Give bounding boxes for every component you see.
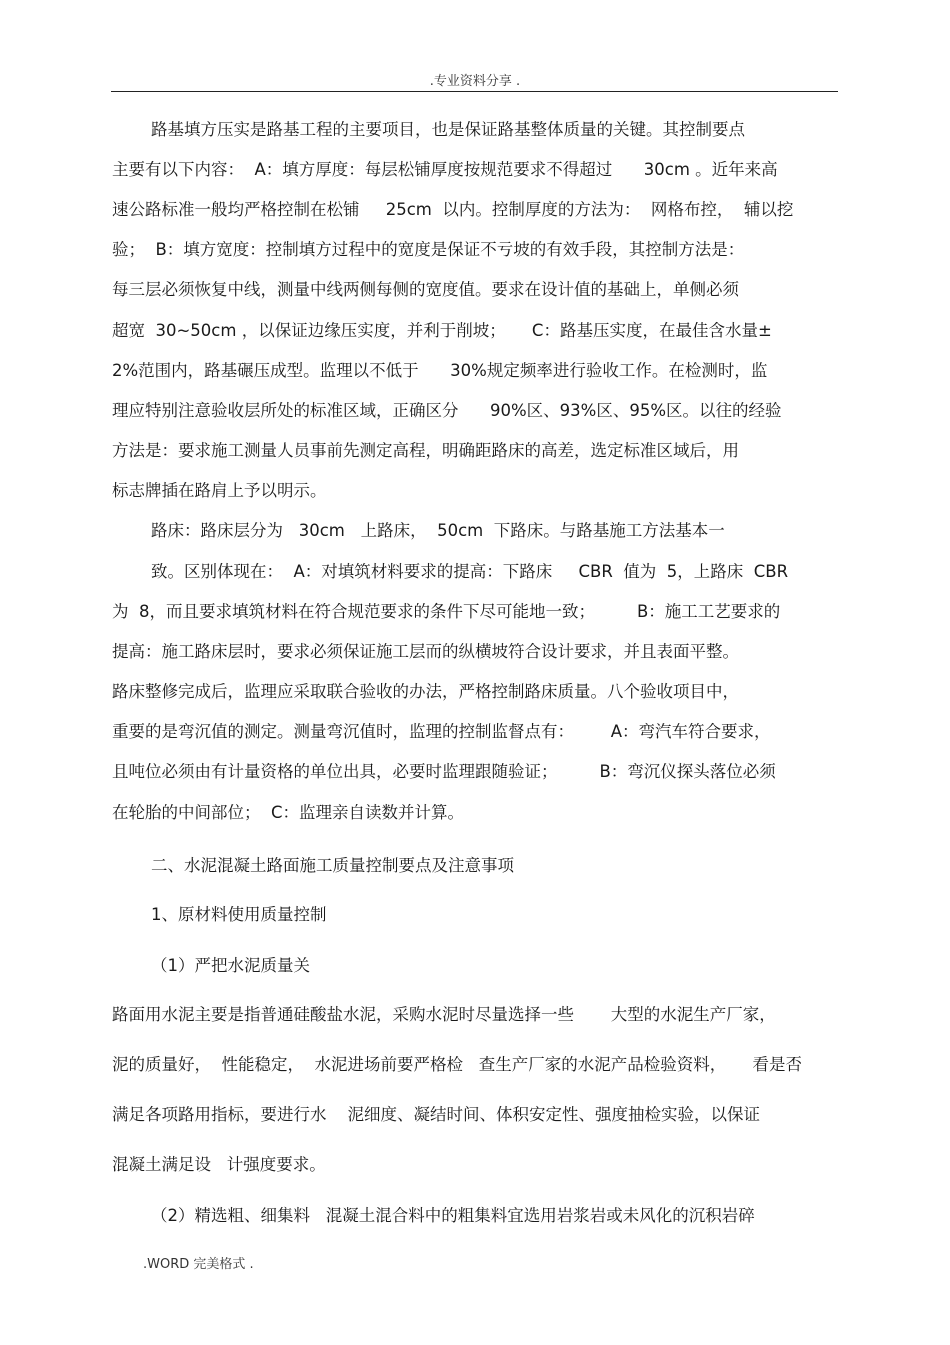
paragraph-line: 理应特别注意验收层所处的标准区域，正确区分 90%区、93%区、95%区。以往的经验 — [112, 401, 782, 420]
paragraph-line: 在轮胎的中间部位； C：监理亲自读数并计算。 — [112, 803, 465, 822]
page-header: .专业资料分享 . — [429, 74, 521, 89]
paragraph-line: 路床：路床层分为 30cm 上路床， 50cm 下路床。与路基施工方法基本一 — [151, 521, 725, 540]
paragraph-line: 重要的是弯沉值的测定。测量弯沉值时，监理的控制监督点有： A：弯汽车符合要求， — [112, 722, 771, 741]
paragraph-line: 路面用水泥主要是指普通硅酸盐水泥，采购水泥时尽量选择一些 大型的水泥生产厂家， — [112, 1005, 776, 1024]
section-heading: 二、水泥混凝土路面施工质量控制要点及注意事项 — [151, 856, 514, 875]
paragraph-line: 速公路标准一般均严格控制在松铺 25cm 以内。控制厚度的方法为： 网格布控， 辅以挖 — [112, 200, 794, 219]
paragraph-line: 混凝土满足设 计强度要求。 — [112, 1155, 326, 1174]
page-footer: .WORD 完美格式 . — [143, 1257, 254, 1272]
paragraph-line: 验； B：填方宽度：控制填方过程中的宽度是保证不亏坡的有效手段，其控制方法是： — [112, 240, 745, 259]
paragraph-line: 路床整修完成后，监理应采取联合验收的办法，严格控制路床质量。八个验收项目中， — [112, 682, 739, 701]
paragraph-line: 标志牌插在路肩上予以明示。 — [112, 481, 327, 500]
paragraph-line: 满足各项路用指标，要进行水 泥细度、凝结时间、体积安定性、强度抽检实验，以保证 — [112, 1105, 760, 1124]
paragraph-line: 提高：施工路床层时，要求必须保证施工层而的纵横坡符合设计要求，并且表面平整。 — [112, 642, 739, 661]
paragraph-line: 2%范围内，路基碾压成型。监理以不低于 30%规定频率进行验收工作。在检测时，监 — [112, 361, 768, 380]
paragraph-line: 每三层必须恢复中线，测量中线两侧每侧的宽度值。要求在设计值的基础上，单侧必须 — [112, 280, 739, 299]
paragraph-line: 超宽 30~50cm ，以保证边缘压实度，并利于削坡； C：路基压实度，在最佳含水量± — [112, 321, 772, 340]
paragraph-line: （2）精选粗、细集料 混凝土混合料中的粗集料宜选用岩浆岩或未风化的沉积岩碎 — [151, 1206, 755, 1225]
paragraph-line: 方法是：要求施工测量人员事前先测定高程，明确距路床的高差，选定标准区域后，用 — [112, 441, 739, 460]
subsection-heading: 1、原材料使用质量控制 — [151, 905, 327, 924]
header-divider — [111, 91, 838, 92]
paragraph-line: 泥的质量好， 性能稳定， 水泥进场前要严格检 查生产厂家的水泥产品检验资料， 看是否 — [112, 1055, 802, 1074]
subsection-heading: （1）严把水泥质量关 — [151, 956, 310, 975]
paragraph-line: 主要有以下内容： A：填方厚度：每层松铺厚度按规范要求不得超过 30cm 。近年来高 — [112, 160, 778, 179]
paragraph-line: 且吨位必须由有计量资格的单位出具，必要时监理跟随验证； B：弯沉仪探头落位必须 — [112, 762, 776, 781]
paragraph-line: 致。区别体现在： A：对填筑材料要求的提高：下路床 CBR 值为 5，上路床 CBR — [151, 562, 789, 581]
paragraph-line: 路基填方压实是路基工程的主要项目，也是保证路基整体质量的关键。其控制要点 — [151, 120, 745, 139]
paragraph-line: 为 8，而且要求填筑材料在符合规范要求的条件下尽可能地一致； B：施工工艺要求的 — [112, 602, 781, 621]
